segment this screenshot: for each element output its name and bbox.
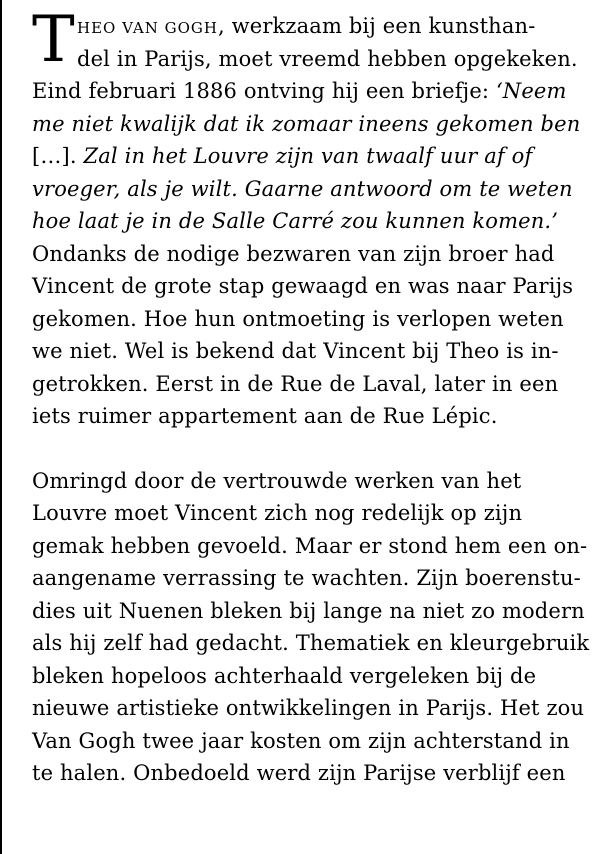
- text-line: [32, 108, 592, 141]
- left-margin-rule: [0, 0, 2, 854]
- line-text: bleken hopeloos achterhaald vergeleken bij de: [32, 663, 537, 688]
- quoted-text: me niet kwalijk dat ik zomaar ineens gekomen ben: [32, 111, 581, 136]
- paragraph-gap: [32, 433, 592, 465]
- drop-cap: T: [32, 3, 75, 77]
- line-text: te halen. Onbedoeld werd zijn Parijse verblijf een: [32, 761, 566, 785]
- line-text: Ondanks de nodige bezwaren van zijn broer had: [32, 241, 555, 266]
- text-line: [32, 173, 592, 206]
- line-text: aangename verrassing te wachten. Zijn boerenstu-: [32, 566, 581, 590]
- text-line: [32, 757, 592, 790]
- line-text: getrokken. Eerst in de Rue de Laval, later in een: [32, 371, 559, 396]
- line-text: del in Parijs, moet vreemd hebben opgekeken.: [77, 46, 578, 71]
- text-line: [32, 692, 592, 725]
- text-line: [32, 562, 592, 595]
- text-line: [32, 75, 592, 108]
- line-text: Louvre moet Vincent zich nog redelijk op zijn: [32, 501, 523, 525]
- text-line: [32, 303, 592, 336]
- line-text: we niet. Wel is bekend dat Vincent bij Theo is in-: [32, 339, 559, 363]
- paragraph-2: [32, 465, 592, 790]
- text-line: [32, 270, 592, 303]
- text-line: [32, 465, 592, 498]
- line-text: , werkzaam bij een kunsthan-: [217, 14, 536, 38]
- line-text: Van Gogh twee jaar kosten om zijn achterstand in: [32, 728, 570, 753]
- line-text: gemak hebben gevoeld. Maar er stond hem een on-: [32, 533, 588, 558]
- text-line: [32, 140, 592, 173]
- text-line: [32, 595, 592, 628]
- text-line: [32, 725, 592, 758]
- line-text: gekomen. Hoe hun ontmoeting is verlopen weten: [32, 306, 564, 331]
- text-line: [32, 335, 592, 368]
- quoted-text: hoe laat je in de Salle Carré zou kunnen komen.’: [32, 209, 559, 233]
- quoted-text: Zal in het Louvre zijn van twaalf uur af of: [83, 144, 533, 168]
- text-line: [32, 400, 592, 433]
- line-text: […].: [32, 144, 84, 168]
- line-text: als hij zelf had gedacht. Thematiek en kleurgebruik: [32, 631, 590, 655]
- text-line: [32, 10, 592, 43]
- text-line: [32, 43, 592, 76]
- line-text: Eind februari 1886 ontving hij een briefje:: [32, 79, 496, 103]
- text-line: [32, 497, 592, 530]
- text-line: [32, 205, 592, 238]
- text-line: [32, 530, 592, 563]
- line-text: iets ruimer appartement aan de Rue Lépic.: [32, 404, 498, 428]
- line-text: Vincent de grote stap gewaagd en was naar Parijs: [32, 274, 574, 298]
- line-text: nieuwe artistieke ontwikkelingen in Parijs. Het zou: [32, 696, 585, 720]
- line-text: dies uit Nuenen bleken bij lange na niet zo modern: [32, 598, 585, 623]
- smallcaps-name: HEO VAN GOGH: [77, 19, 218, 37]
- text-line: [32, 660, 592, 693]
- text-line: [32, 368, 592, 401]
- quoted-text: vroeger, als je wilt. Gaarne antwoord om te weten: [32, 176, 573, 201]
- body-text: [32, 3, 592, 790]
- paragraph-1: [32, 3, 592, 433]
- line-text: Omringd door de vertrouwde werken van het: [32, 468, 522, 493]
- quoted-text: ‘Neem: [495, 79, 567, 103]
- text-line: [32, 238, 592, 271]
- text-line: [32, 627, 592, 660]
